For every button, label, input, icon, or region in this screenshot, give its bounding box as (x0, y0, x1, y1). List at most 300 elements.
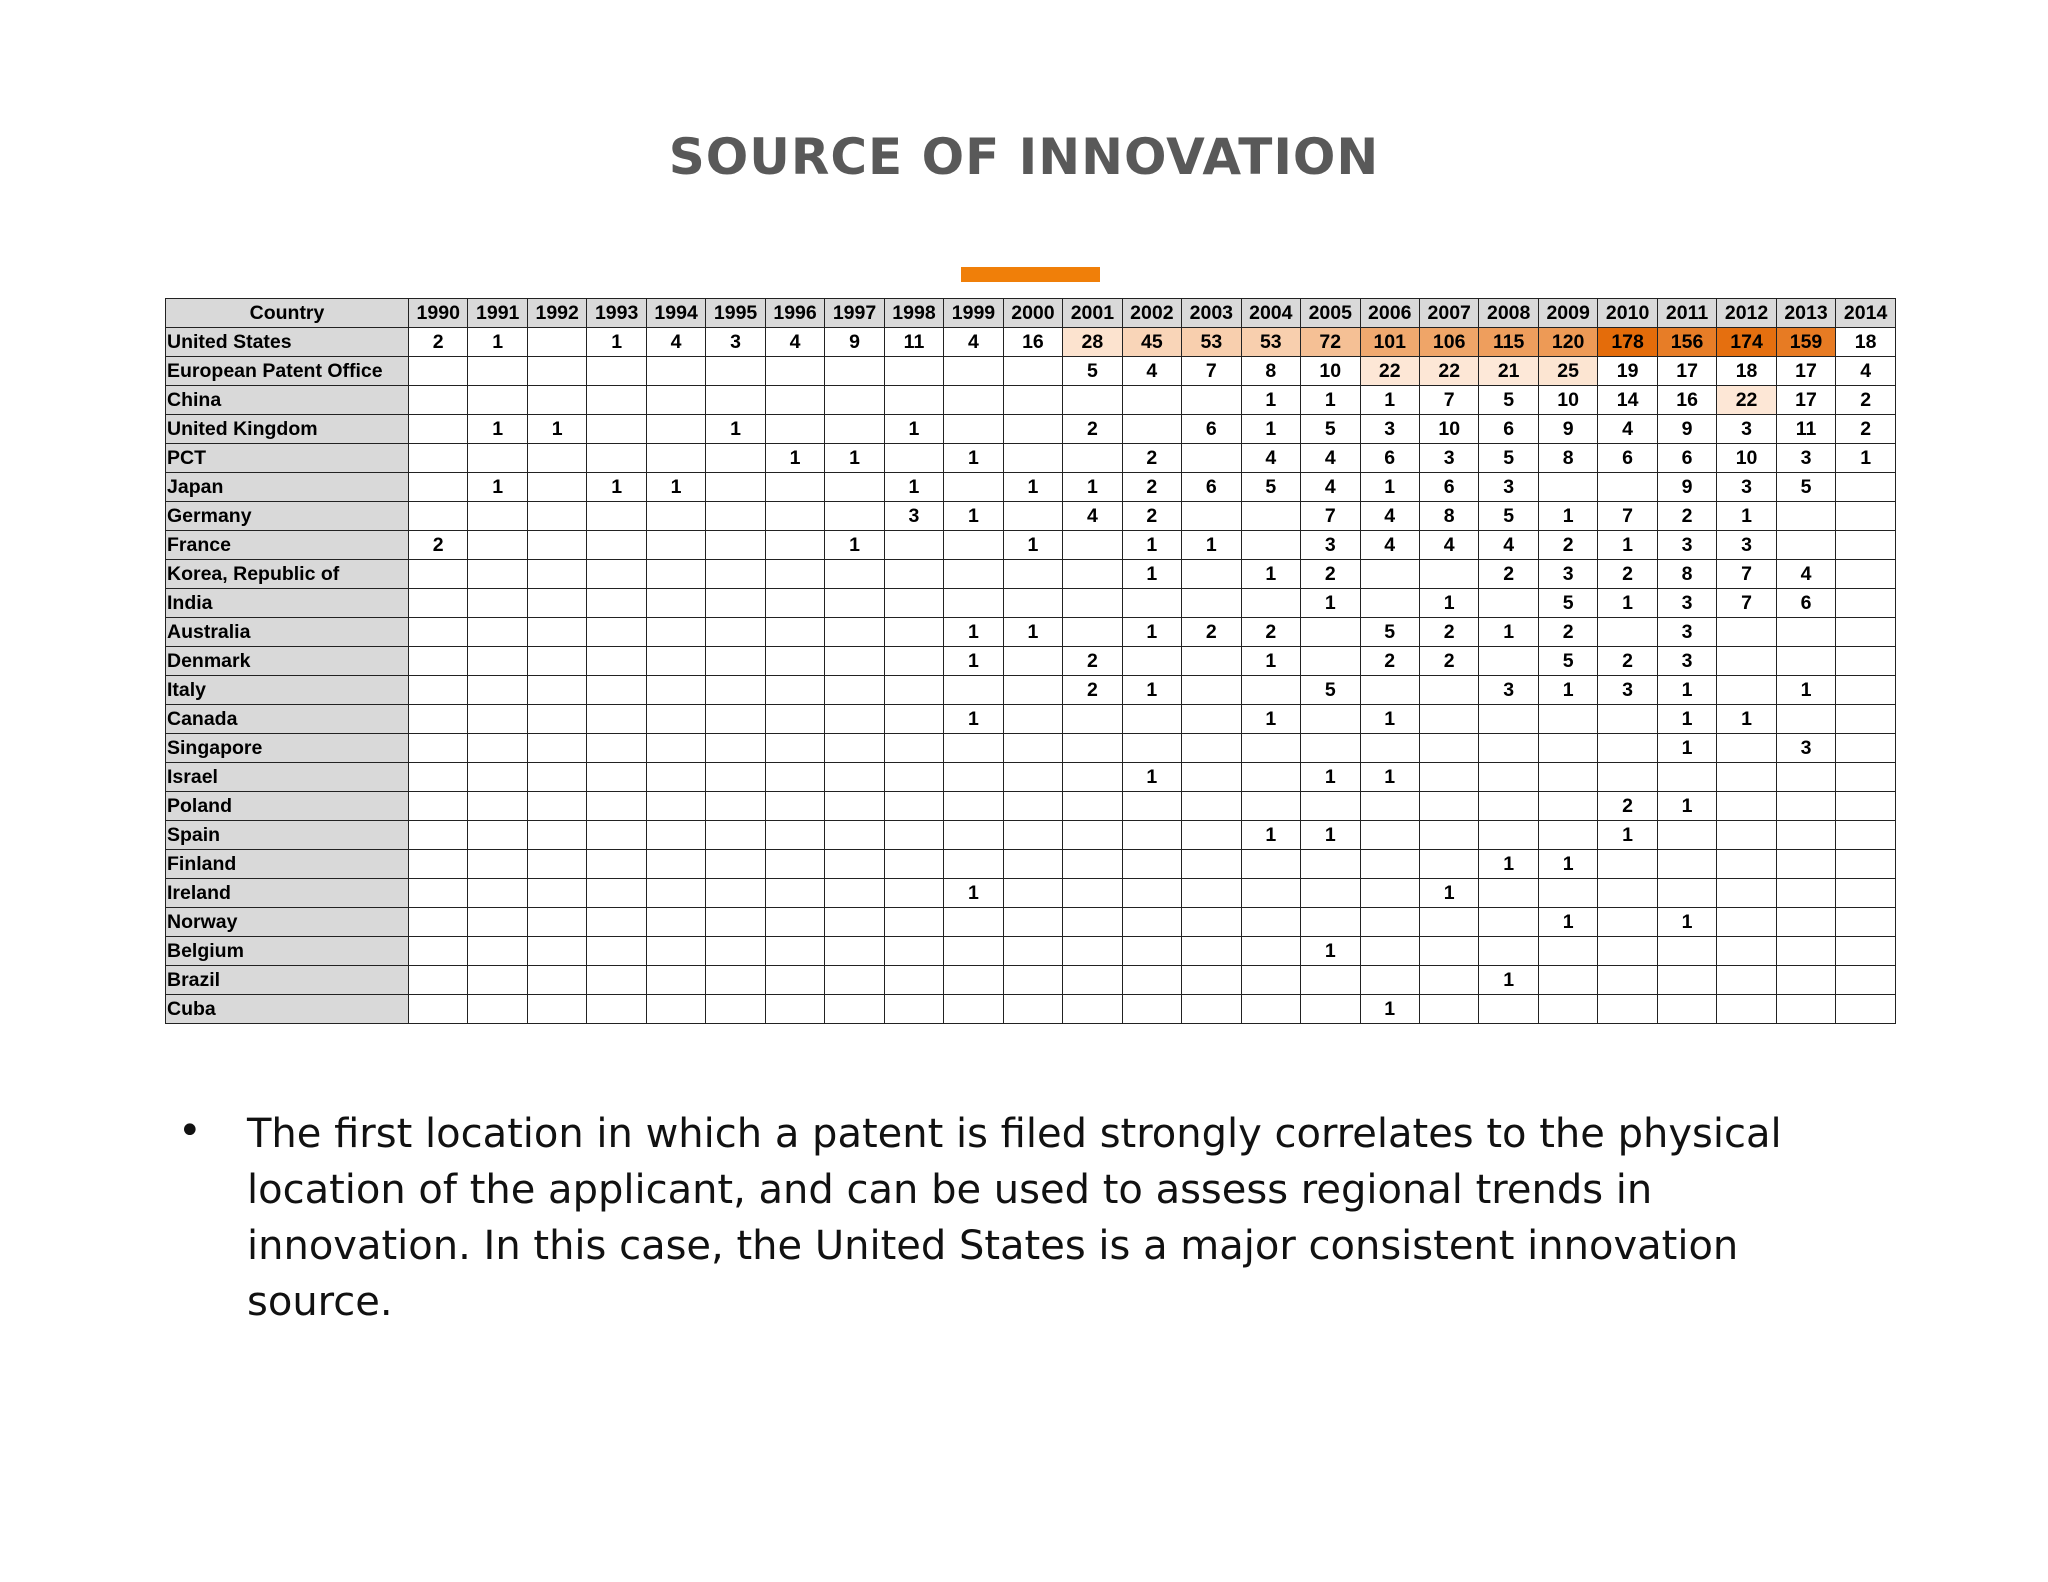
value-cell (646, 444, 705, 473)
table-row (166, 328, 1896, 357)
value-cell: 1 (1301, 386, 1360, 415)
value-cell (1182, 589, 1241, 618)
value-cell: 4 (1836, 357, 1896, 386)
year-column-header: 1993 (587, 299, 646, 328)
table-row (166, 473, 1896, 502)
value-cell: 5 (1301, 676, 1360, 705)
value-cell: 2 (1598, 647, 1657, 676)
value-cell (765, 357, 824, 386)
table-row (166, 763, 1896, 792)
value-cell (1717, 937, 1776, 966)
value-cell: 18 (1717, 357, 1776, 386)
value-cell (1776, 502, 1835, 531)
value-cell (409, 444, 468, 473)
value-cell (1836, 589, 1896, 618)
value-cell (646, 705, 705, 734)
value-cell (1717, 879, 1776, 908)
value-cell (706, 647, 765, 676)
value-cell (944, 415, 1003, 444)
value-cell (409, 560, 468, 589)
value-cell: 6 (1182, 415, 1241, 444)
country-cell: Italy (166, 676, 409, 705)
value-cell (1538, 473, 1597, 502)
value-cell (409, 821, 468, 850)
value-cell: 6 (1182, 473, 1241, 502)
value-cell (1182, 444, 1241, 473)
value-cell (1003, 821, 1062, 850)
value-cell (409, 966, 468, 995)
value-cell (527, 879, 586, 908)
value-cell (527, 473, 586, 502)
value-cell (646, 908, 705, 937)
year-column-header: 1992 (527, 299, 586, 328)
value-cell (1598, 618, 1657, 647)
value-cell (409, 850, 468, 879)
value-cell: 11 (1776, 415, 1835, 444)
value-cell: 5 (1479, 502, 1538, 531)
value-cell (1776, 850, 1835, 879)
value-cell: 4 (1419, 531, 1478, 560)
value-cell: 9 (825, 328, 884, 357)
value-cell: 1 (1122, 618, 1181, 647)
value-cell (527, 763, 586, 792)
value-cell (646, 531, 705, 560)
value-cell: 6 (1776, 589, 1835, 618)
patent-filings-table (165, 298, 1896, 1024)
value-cell: 156 (1657, 328, 1716, 357)
value-cell (1479, 879, 1538, 908)
value-cell: 106 (1419, 328, 1478, 357)
country-cell: Denmark (166, 647, 409, 676)
value-cell (706, 879, 765, 908)
value-cell (1538, 763, 1597, 792)
value-cell: 8 (1538, 444, 1597, 473)
value-cell (468, 734, 527, 763)
value-cell (1241, 763, 1300, 792)
value-cell (1419, 676, 1478, 705)
value-cell (468, 560, 527, 589)
value-cell (765, 618, 824, 647)
value-cell (409, 589, 468, 618)
table-row (166, 966, 1896, 995)
value-cell (646, 560, 705, 589)
value-cell (1836, 995, 1896, 1024)
value-cell (587, 531, 646, 560)
value-cell (1003, 444, 1062, 473)
value-cell (765, 792, 824, 821)
value-cell (468, 444, 527, 473)
value-cell (587, 734, 646, 763)
value-cell: 1 (1419, 589, 1478, 618)
value-cell: 3 (1360, 415, 1419, 444)
value-cell: 3 (1479, 676, 1538, 705)
value-cell (1360, 821, 1419, 850)
value-cell (1479, 937, 1538, 966)
value-cell: 4 (1360, 502, 1419, 531)
value-cell (1063, 618, 1122, 647)
value-cell (1301, 879, 1360, 908)
value-cell (1003, 705, 1062, 734)
value-cell (409, 357, 468, 386)
value-cell (1538, 879, 1597, 908)
value-cell: 8 (1657, 560, 1716, 589)
value-cell (587, 386, 646, 415)
value-cell (1717, 821, 1776, 850)
value-cell (765, 531, 824, 560)
country-cell: United States (166, 328, 409, 357)
value-cell: 3 (1657, 589, 1716, 618)
value-cell (706, 357, 765, 386)
value-cell (1241, 589, 1300, 618)
value-cell (706, 531, 765, 560)
value-cell (1122, 995, 1181, 1024)
value-cell (706, 473, 765, 502)
value-cell (1419, 560, 1478, 589)
value-cell: 1 (1598, 531, 1657, 560)
value-cell: 174 (1717, 328, 1776, 357)
value-cell (884, 705, 943, 734)
value-cell: 2 (1063, 647, 1122, 676)
table-row (166, 415, 1896, 444)
value-cell (1122, 589, 1181, 618)
value-cell (1182, 705, 1241, 734)
value-cell (1063, 705, 1122, 734)
value-cell (1063, 850, 1122, 879)
country-column-header: Country (166, 299, 409, 328)
value-cell (1776, 995, 1835, 1024)
value-cell: 1 (468, 473, 527, 502)
value-cell (1598, 995, 1657, 1024)
value-cell (1479, 908, 1538, 937)
value-cell (587, 415, 646, 444)
value-cell: 1 (1003, 531, 1062, 560)
value-cell: 1 (1479, 966, 1538, 995)
value-cell (1598, 763, 1657, 792)
value-cell (944, 850, 1003, 879)
value-cell (409, 879, 468, 908)
value-cell: 6 (1598, 444, 1657, 473)
value-cell (1122, 850, 1181, 879)
value-cell (1538, 937, 1597, 966)
value-cell (1301, 995, 1360, 1024)
value-cell: 1 (1657, 705, 1716, 734)
year-column-header: 1996 (765, 299, 824, 328)
value-cell (1538, 821, 1597, 850)
value-cell: 2 (1301, 560, 1360, 589)
value-cell (587, 792, 646, 821)
value-cell (944, 357, 1003, 386)
value-cell (884, 908, 943, 937)
value-cell (646, 357, 705, 386)
country-cell: PCT (166, 444, 409, 473)
value-cell (587, 995, 646, 1024)
value-cell (646, 386, 705, 415)
value-cell (765, 908, 824, 937)
value-cell: 115 (1479, 328, 1538, 357)
table-row (166, 357, 1896, 386)
value-cell (1717, 792, 1776, 821)
value-cell: 1 (1776, 676, 1835, 705)
value-cell (765, 473, 824, 502)
value-cell (527, 937, 586, 966)
value-cell (646, 995, 705, 1024)
value-cell (1122, 937, 1181, 966)
country-cell: India (166, 589, 409, 618)
value-cell (1360, 734, 1419, 763)
table-row (166, 734, 1896, 763)
value-cell (825, 357, 884, 386)
value-cell (1836, 531, 1896, 560)
table-row (166, 502, 1896, 531)
value-cell: 4 (944, 328, 1003, 357)
value-cell: 4 (1063, 502, 1122, 531)
value-cell: 72 (1301, 328, 1360, 357)
value-cell (1063, 792, 1122, 821)
value-cell: 2 (1479, 560, 1538, 589)
value-cell (1717, 966, 1776, 995)
value-cell (468, 821, 527, 850)
value-cell: 1 (944, 618, 1003, 647)
country-cell: Singapore (166, 734, 409, 763)
value-cell: 7 (1717, 589, 1776, 618)
value-cell (527, 560, 586, 589)
value-cell: 1 (1657, 676, 1716, 705)
value-cell (1836, 676, 1896, 705)
value-cell: 22 (1419, 357, 1478, 386)
value-cell (706, 850, 765, 879)
value-cell: 3 (1657, 618, 1716, 647)
value-cell (409, 763, 468, 792)
value-cell (825, 792, 884, 821)
value-cell (1479, 589, 1538, 618)
value-cell (706, 937, 765, 966)
value-cell (527, 386, 586, 415)
country-cell: European Patent Office (166, 357, 409, 386)
value-cell (1003, 386, 1062, 415)
value-cell: 9 (1657, 473, 1716, 502)
value-cell (468, 995, 527, 1024)
value-cell: 2 (1122, 473, 1181, 502)
value-cell (1657, 821, 1716, 850)
value-cell: 7 (1419, 386, 1478, 415)
table-row (166, 647, 1896, 676)
table-header-row (166, 299, 1896, 328)
value-cell (1419, 966, 1478, 995)
value-cell (765, 676, 824, 705)
table-row (166, 618, 1896, 647)
value-cell (587, 937, 646, 966)
value-cell (1717, 995, 1776, 1024)
country-cell: Korea, Republic of (166, 560, 409, 589)
value-cell (1360, 560, 1419, 589)
value-cell (944, 908, 1003, 937)
value-cell: 1 (884, 473, 943, 502)
value-cell (825, 618, 884, 647)
value-cell (944, 763, 1003, 792)
value-cell (1776, 879, 1835, 908)
value-cell (468, 705, 527, 734)
value-cell (706, 560, 765, 589)
value-cell (1598, 734, 1657, 763)
value-cell: 1 (646, 473, 705, 502)
value-cell: 5 (1479, 444, 1538, 473)
value-cell (765, 966, 824, 995)
value-cell (527, 734, 586, 763)
value-cell: 1 (944, 705, 1003, 734)
value-cell: 3 (1419, 444, 1478, 473)
value-cell (944, 734, 1003, 763)
value-cell (1836, 560, 1896, 589)
value-cell (944, 821, 1003, 850)
value-cell (1776, 966, 1835, 995)
value-cell (1419, 995, 1478, 1024)
value-cell (884, 763, 943, 792)
year-column-header: 2000 (1003, 299, 1062, 328)
value-cell: 1 (1122, 560, 1181, 589)
value-cell (1657, 937, 1716, 966)
value-cell (1063, 937, 1122, 966)
value-cell (1063, 444, 1122, 473)
value-cell (884, 589, 943, 618)
value-cell (587, 560, 646, 589)
table-row (166, 937, 1896, 966)
value-cell: 1 (944, 502, 1003, 531)
value-cell: 8 (1419, 502, 1478, 531)
value-cell (468, 676, 527, 705)
value-cell (646, 415, 705, 444)
value-cell (706, 444, 765, 473)
value-cell (527, 676, 586, 705)
value-cell (646, 937, 705, 966)
value-cell (646, 821, 705, 850)
value-cell (1241, 734, 1300, 763)
value-cell (409, 908, 468, 937)
value-cell: 1 (1301, 763, 1360, 792)
value-cell (409, 473, 468, 502)
value-cell: 1 (1301, 589, 1360, 618)
value-cell: 5 (1301, 415, 1360, 444)
value-cell: 6 (1419, 473, 1478, 502)
table-row (166, 676, 1896, 705)
value-cell (1122, 647, 1181, 676)
value-cell (1003, 908, 1062, 937)
value-cell (944, 792, 1003, 821)
value-cell: 1 (587, 328, 646, 357)
value-cell (1122, 705, 1181, 734)
value-cell: 19 (1598, 357, 1657, 386)
value-cell (409, 502, 468, 531)
value-cell (646, 734, 705, 763)
value-cell (468, 966, 527, 995)
value-cell: 14 (1598, 386, 1657, 415)
value-cell (825, 879, 884, 908)
value-cell: 1 (765, 444, 824, 473)
value-cell (884, 734, 943, 763)
value-cell (527, 647, 586, 676)
value-cell (1360, 879, 1419, 908)
value-cell: 16 (1003, 328, 1062, 357)
value-cell (409, 415, 468, 444)
value-cell: 17 (1776, 386, 1835, 415)
value-cell (884, 444, 943, 473)
value-cell (825, 763, 884, 792)
value-cell (1538, 966, 1597, 995)
value-cell (884, 850, 943, 879)
value-cell (409, 618, 468, 647)
value-cell (587, 444, 646, 473)
value-cell (527, 444, 586, 473)
value-cell (884, 821, 943, 850)
value-cell (587, 705, 646, 734)
value-cell: 4 (1360, 531, 1419, 560)
value-cell (1836, 850, 1896, 879)
value-cell: 6 (1360, 444, 1419, 473)
year-column-header: 1998 (884, 299, 943, 328)
value-cell (884, 647, 943, 676)
value-cell (1836, 473, 1896, 502)
value-cell (1301, 850, 1360, 879)
value-cell (1003, 676, 1062, 705)
value-cell: 1 (1301, 937, 1360, 966)
value-cell: 1 (1598, 821, 1657, 850)
value-cell: 101 (1360, 328, 1419, 357)
value-cell: 5 (1241, 473, 1300, 502)
value-cell: 18 (1836, 328, 1896, 357)
value-cell (944, 386, 1003, 415)
country-cell: China (166, 386, 409, 415)
value-cell: 1 (468, 415, 527, 444)
year-column-header: 1990 (409, 299, 468, 328)
table-row (166, 879, 1896, 908)
country-cell: Canada (166, 705, 409, 734)
country-cell: Brazil (166, 966, 409, 995)
value-cell (944, 966, 1003, 995)
value-cell (884, 560, 943, 589)
value-cell (1003, 560, 1062, 589)
value-cell: 7 (1182, 357, 1241, 386)
value-cell (1776, 937, 1835, 966)
value-cell: 4 (646, 328, 705, 357)
value-cell: 1 (1598, 589, 1657, 618)
value-cell (409, 734, 468, 763)
slide-title: SOURCE OF INNOVATION (668, 128, 1380, 186)
value-cell: 1 (1182, 531, 1241, 560)
value-cell: 3 (1657, 647, 1716, 676)
value-cell: 2 (1538, 531, 1597, 560)
value-cell (1182, 676, 1241, 705)
value-cell (527, 821, 586, 850)
value-cell: 1 (1538, 850, 1597, 879)
value-cell (1241, 676, 1300, 705)
value-cell (884, 386, 943, 415)
table-body (166, 328, 1896, 1024)
value-cell: 1 (706, 415, 765, 444)
value-cell: 3 (1776, 444, 1835, 473)
value-cell: 2 (1538, 618, 1597, 647)
value-cell (1717, 647, 1776, 676)
value-cell (409, 647, 468, 676)
value-cell: 1 (527, 415, 586, 444)
value-cell: 1 (825, 531, 884, 560)
value-cell: 2 (409, 531, 468, 560)
country-cell: Australia (166, 618, 409, 647)
value-cell (1836, 502, 1896, 531)
value-cell: 1 (1360, 473, 1419, 502)
value-cell (527, 792, 586, 821)
value-cell (1360, 676, 1419, 705)
country-cell: Japan (166, 473, 409, 502)
value-cell (706, 676, 765, 705)
